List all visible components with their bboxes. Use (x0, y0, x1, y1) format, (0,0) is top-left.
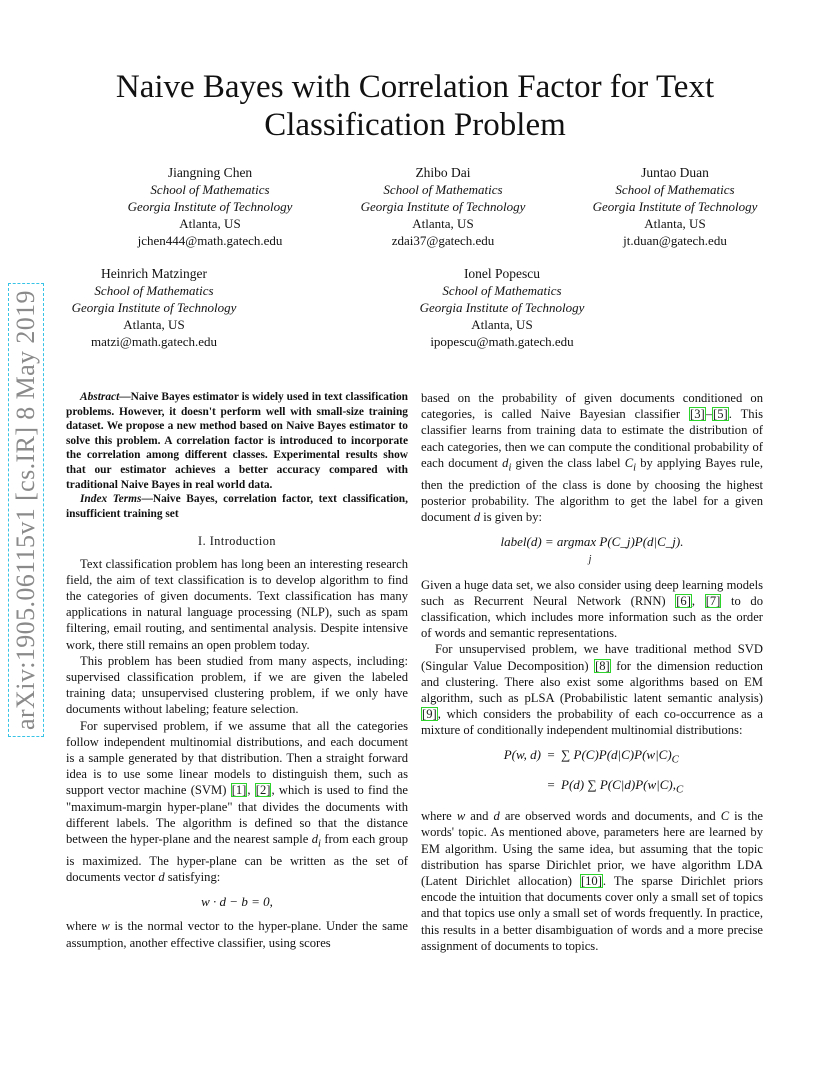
section-heading-introduction: I. Introduction (198, 534, 276, 549)
author-dept: School of Mathematics (94, 283, 214, 298)
title-line-2: Classification Problem (264, 107, 566, 143)
title-line-1: Naive Bayes with Correlation Factor for Text (115, 69, 715, 105)
text-run: , which considers the probability of each co-occurrence as a mixture of conditionally independent multinomial distributions: (421, 707, 763, 738)
author-email: matzi@math.gatech.edu (90, 334, 218, 349)
citation-link[interactable]: [5] (713, 407, 728, 422)
math-var: C (624, 455, 634, 470)
text-run: – (705, 407, 713, 422)
math-var: d (502, 455, 509, 470)
equation-lhs: P(w, d) (503, 746, 541, 762)
equation-text: label(d) = argmax P(C_j)P(d|C_j). (500, 534, 684, 550)
author-dept: School of Mathematics (150, 182, 270, 197)
author-block (382, 265, 622, 350)
author-block (555, 164, 795, 249)
paragraph (66, 718, 408, 886)
author-location: Atlanta, US (471, 317, 533, 332)
paragraph (421, 577, 763, 642)
author-name: Heinrich Matzinger (100, 266, 208, 281)
text-run: to do classification, which includes more information such as the order of words and semantic representations. (421, 593, 763, 641)
equation-sum-index: C (671, 753, 679, 766)
index-terms-text: —Naive Bayes, correlation factor, text classification, insufficient training set (66, 493, 408, 520)
citation-link[interactable]: [6] (676, 593, 691, 608)
author-email: jt.duan@gatech.edu (623, 233, 727, 248)
equation-plsa (421, 747, 763, 799)
author-inst: Georgia Institute of Technology (419, 300, 585, 315)
author-inst: Georgia Institute of Technology (127, 199, 293, 214)
right-column (421, 390, 763, 954)
text-run: . This classifier learns from training data to estimate the distribution of each categories, then we can compute the conditional probability of each document (421, 407, 763, 470)
paragraph (421, 641, 763, 738)
equation-rhs-text: ∑ P(C)P(d|C)P(w|C) (561, 746, 672, 762)
author-inst: Georgia Institute of Technology (360, 199, 526, 214)
citation-link[interactable]: [1] (231, 783, 247, 798)
paragraph (421, 808, 763, 954)
math-vector: d (158, 869, 165, 884)
text-run: Given a huge data set, we also consider using deep learning models such as Recurrent Neural Network (RNN) (421, 577, 763, 608)
author-email: zdai37@gatech.edu (391, 233, 495, 248)
author-name: Juntao Duan (641, 165, 709, 180)
math-var: d (493, 809, 500, 824)
arxiv-identifier[interactable]: arXiv:1905.06115v1 [cs.IR] 8 May 2019 (8, 283, 44, 737)
author-location: Atlanta, US (179, 216, 241, 231)
math-var: d (311, 832, 319, 846)
math-vector: w (101, 919, 110, 934)
text-run: and (465, 809, 494, 824)
paragraph: This problem has been studied from many aspects, including: supervised classification problem, if we are given the labeled training data; unsupervised clustering problem, if we only have documents without labeling; feature selection. (66, 653, 408, 717)
math-var: w (456, 809, 466, 824)
text-run: , which is used to find the "maximum-margin hyper-plane" that divides the documents with different labels. The algorithm is defined so that the distance between the hyper-plane and the nearest sample (66, 783, 408, 846)
author-block (34, 265, 274, 350)
citation-link[interactable]: [10] (580, 873, 602, 888)
text-run: for the dimension reduction and clustering. There also exist some algorithms based on EM algorithm, such as pLSA (Probabilistic latent semantic analysis) (421, 658, 763, 705)
paragraph (66, 918, 408, 950)
author-location: Atlanta, US (412, 216, 474, 231)
equation-sum-index: C (675, 783, 684, 796)
text-run: based on the probability of given documents conditioned on categories, is called Naive Bayesian classifier (421, 391, 763, 422)
author-dept: School of Mathematics (383, 182, 503, 197)
author-dept: School of Mathematics (615, 182, 735, 197)
abstract (66, 390, 408, 492)
math-sub: i (318, 838, 321, 850)
text-run: , (691, 593, 705, 608)
author-block (323, 164, 563, 249)
author-name: Jiangning Chen (167, 165, 253, 180)
citation-link[interactable]: [8] (595, 658, 610, 673)
text-run: where (421, 809, 457, 824)
author-name: Ionel Popescu (463, 266, 541, 281)
equation-rhs-text: P(d) ∑ P(C|d)P(w|C), (561, 777, 676, 793)
equation-label (421, 534, 763, 568)
author-block (90, 164, 330, 249)
text-run: . The sparse Dirichlet priors encode the intuition that documents cover only a small set of topics and that topics use only a small set of words frequently. In practice, this results in a better disambiguation of words and a more precise assignment of documents to topics. (421, 873, 763, 953)
author-inst: Georgia Institute of Technology (592, 199, 758, 214)
math-var: d (473, 509, 481, 524)
math-sub: i (633, 462, 637, 474)
math-var: C (720, 809, 730, 824)
text-run: by applying Bayes rule, then the prediction of the class is done by choosing the highest posterior probability. The algorithm to get the label for a given document (421, 455, 764, 524)
index-terms (66, 492, 408, 521)
text-run: where (66, 919, 102, 934)
equation-subscript: j (588, 554, 592, 566)
paper-title (60, 68, 770, 144)
text-run: is the normal vector to the hyper-plane. Under the same assumption, another effective classifier, using scores (66, 919, 409, 950)
text-run: For supervised problem, if we assume that all the categories follow independent multinomial distributions, and each document is a sample generated by that distribution. Then a straight forward idea is to use some linear models to distinguish them, such as support vector machine (SVM) (66, 718, 408, 798)
author-dept: School of Mathematics (442, 283, 562, 298)
math-sub: i (508, 462, 512, 474)
citation-link[interactable]: [9] (422, 707, 437, 722)
author-location: Atlanta, US (644, 216, 706, 231)
author-name: Zhibo Dai (415, 165, 471, 180)
equation-rhs (561, 747, 763, 768)
citation-link[interactable]: [7] (705, 593, 721, 608)
equation-equals: = (547, 777, 555, 793)
author-email: jchen444@math.gatech.edu (137, 233, 283, 248)
index-terms-label: Index Terms (80, 493, 142, 506)
paragraph (421, 390, 763, 525)
text-run: are observed words and documents, and (499, 809, 721, 824)
abstract-label: Abstract (80, 391, 120, 403)
text-run: , (247, 783, 255, 798)
author-inst: Georgia Institute of Technology (71, 300, 237, 315)
left-column (66, 390, 408, 951)
text-run: satisfying: (164, 869, 221, 884)
citation-link[interactable]: [3] (690, 407, 705, 422)
text-run: from each group is maximized. The hyper-plane can be written as the set of documents vector (66, 832, 408, 884)
equation-rhs (561, 777, 763, 798)
equation-lhs-empty (461, 777, 541, 798)
equation-svm: w · d − b = 0, (201, 894, 273, 910)
text-run: is given by: (480, 509, 543, 524)
citation-link[interactable]: [2] (255, 783, 271, 798)
equation-equals: = (547, 746, 555, 762)
author-location: Atlanta, US (123, 317, 185, 332)
paragraph: Text classification problem has long been an interesting research field, the aim of text classification is to develop algorithm to find the categories of given documents. Text classification has many applications in natural language processing (NLP), such as spam filtering, email routing, and sentimental analysis. Despite intensive work, there still remains an open problem today. (66, 556, 408, 652)
author-email: ipopescu@math.gatech.edu (430, 334, 574, 349)
text-run: For unsupervised problem, we have traditional method SVD (Singular Value Decomposition) (421, 642, 763, 673)
text-run: given the class label (511, 455, 625, 470)
text-run: is the words' topic. As mentioned above, parameters here are learned by EM algorithm. Using the same idea, but assuming that the topic distribution has sparse Dirichlet prior, we have algorithm LDA (Latent Dirichlet allocation) (421, 809, 763, 888)
abstract-text: —Naive Bayes estimator is widely used in text classification problems. However, it doesn't perform well with small-size training dataset. We propose a new method based on Naive Bayes estimator to solve this problem. A correlation factor is introduced to incorporate the correlation among different classes. Experimental results show that our estimator achieves a better accuracy compared with traditional Naive Bayes in real world data. (66, 391, 408, 491)
